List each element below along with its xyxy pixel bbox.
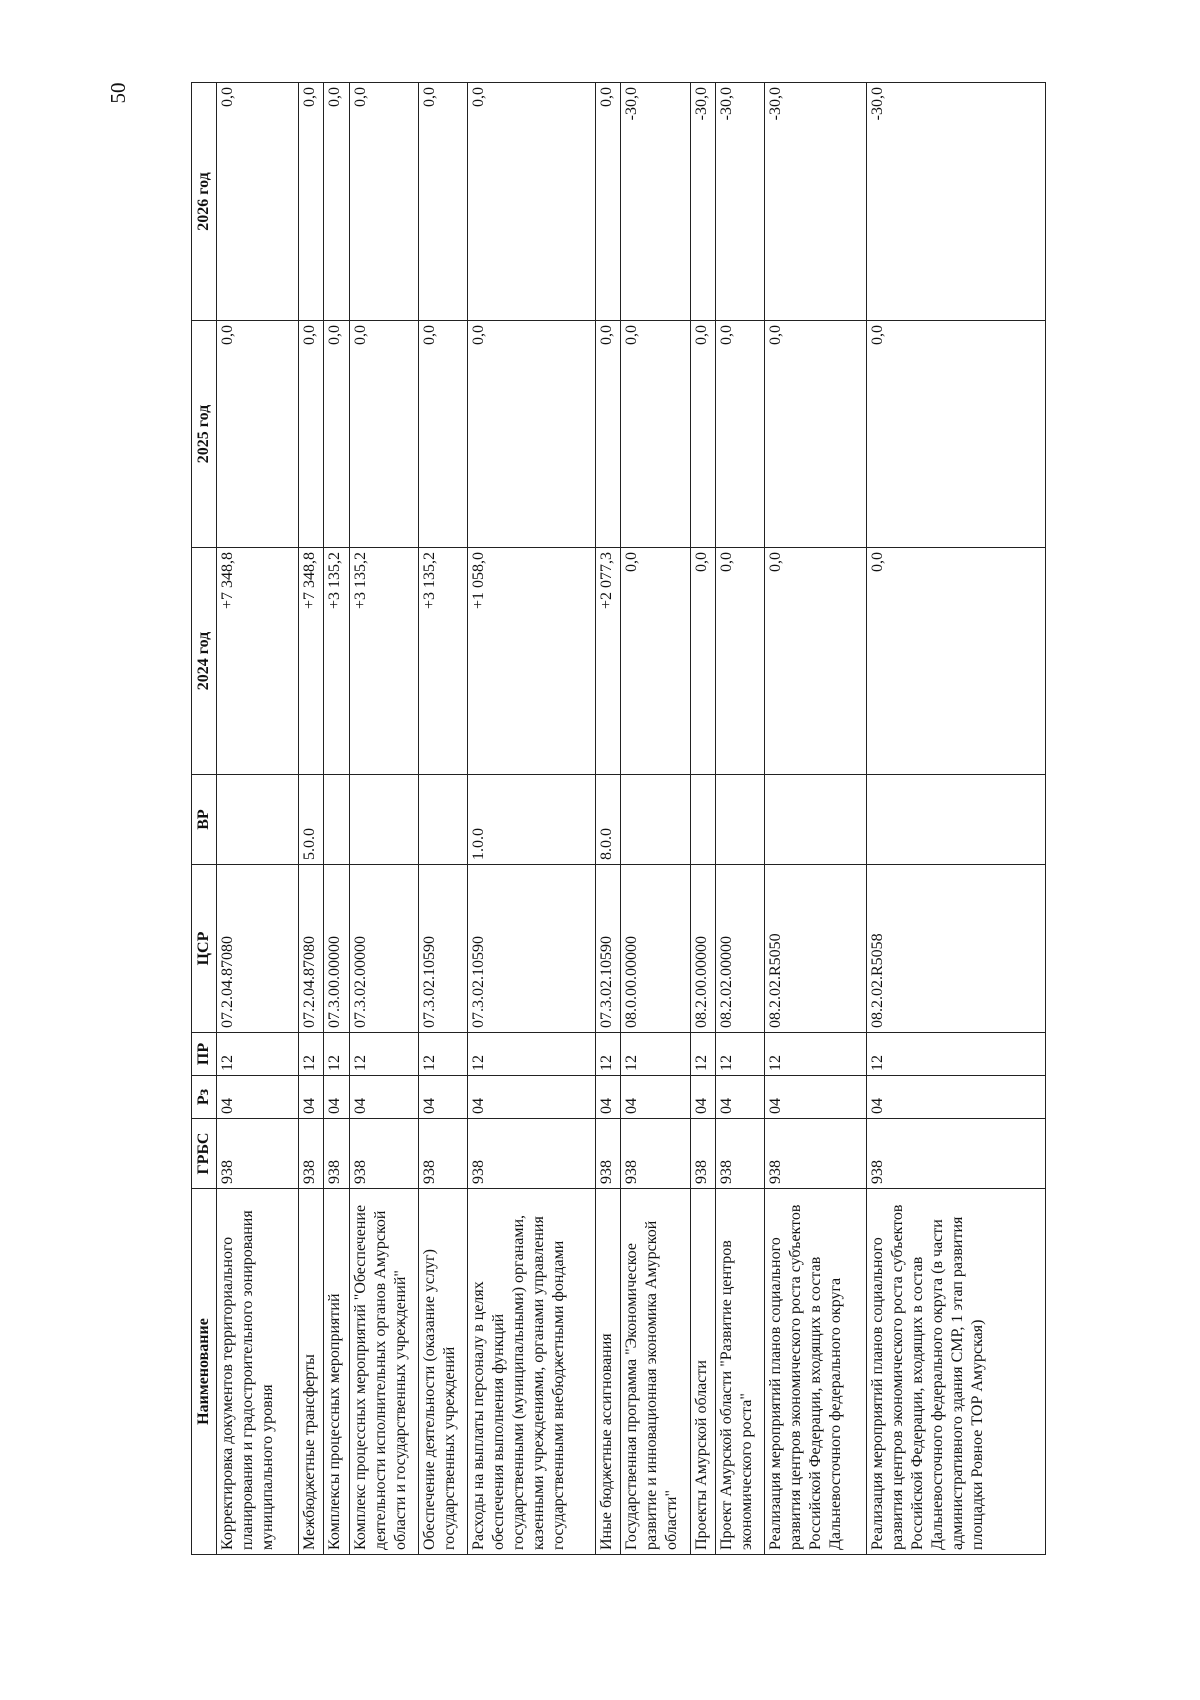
header-name: Наименование — [192, 1189, 217, 1555]
cell-grbs: 938 — [468, 1119, 596, 1189]
cell-2026: -30,0 — [867, 83, 1046, 321]
cell-name: Корректировка документов территориального планирования и градостроительного зонирования муниципального уровня — [217, 1189, 299, 1555]
cell-rz: 04 — [621, 1076, 690, 1119]
cell-2026: -30,0 — [621, 83, 690, 321]
cell-2026: 0,0 — [595, 83, 621, 321]
cell-pr: 12 — [765, 1033, 867, 1076]
cell-2024: +1 058,0 — [468, 548, 596, 775]
cell-2024: +3 135,2 — [324, 548, 350, 775]
cell-rz: 04 — [468, 1076, 596, 1119]
cell-csr: 08.0.00.00000 — [621, 865, 690, 1033]
cell-2024: 0,0 — [765, 548, 867, 775]
cell-rz: 04 — [595, 1076, 621, 1119]
cell-rz: 04 — [324, 1076, 350, 1119]
table-row — [621, 83, 690, 1555]
cell-2024: +2 077,3 — [595, 548, 621, 775]
cell-vr — [217, 775, 299, 865]
cell-csr: 07.3.02.10590 — [595, 865, 621, 1033]
cell-2025: 0,0 — [765, 321, 867, 548]
cell-pr: 12 — [349, 1033, 418, 1076]
cell-2026: 0,0 — [468, 83, 596, 321]
cell-csr: 08.2.02.R5058 — [867, 865, 1046, 1033]
cell-vr — [621, 775, 690, 865]
cell-csr: 07.2.04.87080 — [298, 865, 324, 1033]
header-2026: 2026 год — [192, 83, 217, 321]
cell-vr — [867, 775, 1046, 865]
cell-vr — [349, 775, 418, 865]
cell-pr: 12 — [419, 1033, 468, 1076]
cell-pr: 12 — [595, 1033, 621, 1076]
cell-name: Иные бюджетные ассигнования — [595, 1189, 621, 1555]
cell-rz: 04 — [298, 1076, 324, 1119]
table-row — [298, 83, 324, 1555]
table-row — [595, 83, 621, 1555]
cell-name: Реализация мероприятий планов социального развития центров экономического роста субъектов Российской Федерации, входящих в состав Дальневосточного федерального округа — [765, 1189, 867, 1555]
cell-vr — [690, 775, 716, 865]
cell-2025: 0,0 — [419, 321, 468, 548]
cell-2026: 0,0 — [349, 83, 418, 321]
cell-csr: 07.3.02.00000 — [349, 865, 418, 1033]
table-row — [349, 83, 418, 1555]
budget-table — [191, 82, 1046, 1555]
cell-2026: -30,0 — [765, 83, 867, 321]
cell-pr: 12 — [324, 1033, 350, 1076]
cell-vr — [324, 775, 350, 865]
cell-grbs: 938 — [324, 1119, 350, 1189]
header-grbs: ГРБС — [192, 1119, 217, 1189]
cell-grbs: 938 — [765, 1119, 867, 1189]
cell-rz: 04 — [217, 1076, 299, 1119]
header-2024: 2024 год — [192, 548, 217, 775]
cell-2024: 0,0 — [690, 548, 716, 775]
table-header-row — [192, 83, 217, 1555]
cell-vr: 8.0.0 — [595, 775, 621, 865]
header-vr: ВР — [192, 775, 217, 865]
cell-name: Расходы на выплаты персоналу в целях обеспечения выполнения функций государственными (муниципальными) органами, казенными учреждениями, органами управления государственными внебюджетными фондами — [468, 1189, 596, 1555]
cell-pr: 12 — [690, 1033, 716, 1076]
table-row — [217, 83, 299, 1555]
cell-grbs: 938 — [298, 1119, 324, 1189]
cell-rz: 04 — [690, 1076, 716, 1119]
cell-2025: 0,0 — [324, 321, 350, 548]
table-row — [716, 83, 765, 1555]
cell-2025: 0,0 — [298, 321, 324, 548]
cell-2024: +3 135,2 — [419, 548, 468, 775]
cell-vr: 5.0.0 — [298, 775, 324, 865]
page-number: 50 — [106, 82, 130, 104]
cell-name: Реализация мероприятий планов социального развития центров экономического роста субъектов Российской Федерации, входящих в состав Дальневосточного федерального округа (в части административного здания СМР, 1 этап развития площадки Ровное ТОР Амурская) — [867, 1189, 1046, 1555]
cell-grbs: 938 — [419, 1119, 468, 1189]
cell-2025: 0,0 — [349, 321, 418, 548]
table-row — [867, 83, 1046, 1555]
cell-name: Государственная программа "Экономическое развитие и инновационная экономика Амурской области" — [621, 1189, 690, 1555]
cell-2024: +7 348,8 — [298, 548, 324, 775]
cell-grbs: 938 — [621, 1119, 690, 1189]
header-csr: ЦСР — [192, 865, 217, 1033]
cell-csr: 08.2.02.R5050 — [765, 865, 867, 1033]
cell-2024: +3 135,2 — [349, 548, 418, 775]
cell-name: Обеспечение деятельности (оказание услуг) государственных учреждений — [419, 1189, 468, 1555]
cell-pr: 12 — [716, 1033, 765, 1076]
cell-2024: +7 348,8 — [217, 548, 299, 775]
cell-2025: 0,0 — [621, 321, 690, 548]
cell-pr: 12 — [298, 1033, 324, 1076]
cell-2025: 0,0 — [595, 321, 621, 548]
cell-csr: 07.2.04.87080 — [217, 865, 299, 1033]
cell-grbs: 938 — [595, 1119, 621, 1189]
cell-rz: 04 — [349, 1076, 418, 1119]
table-row — [324, 83, 350, 1555]
cell-name: Проект Амурской области "Развитие центров экономического роста" — [716, 1189, 765, 1555]
cell-2026: -30,0 — [716, 83, 765, 321]
cell-2026: 0,0 — [419, 83, 468, 321]
cell-name: Межбюджетные трансферты — [298, 1189, 324, 1555]
cell-2026: 0,0 — [298, 83, 324, 321]
cell-2025: 0,0 — [716, 321, 765, 548]
table-row — [419, 83, 468, 1555]
cell-vr — [716, 775, 765, 865]
header-pr: ПР — [192, 1033, 217, 1076]
cell-csr: 08.2.00.00000 — [690, 865, 716, 1033]
cell-name: Комплекс процессных мероприятий "Обеспечение деятельности исполнительных органов Амурской области и государственных учреждений" — [349, 1189, 418, 1555]
cell-rz: 04 — [867, 1076, 1046, 1119]
cell-csr: 07.3.00.00000 — [324, 865, 350, 1033]
cell-csr: 07.3.02.10590 — [468, 865, 596, 1033]
cell-2025: 0,0 — [690, 321, 716, 548]
table-row — [765, 83, 867, 1555]
cell-grbs: 938 — [867, 1119, 1046, 1189]
header-rz: Рз — [192, 1076, 217, 1119]
cell-2024: 0,0 — [867, 548, 1046, 775]
cell-2026: 0,0 — [324, 83, 350, 321]
cell-rz: 04 — [419, 1076, 468, 1119]
cell-rz: 04 — [765, 1076, 867, 1119]
cell-2025: 0,0 — [867, 321, 1046, 548]
rotated-table-wrapper — [191, 83, 1046, 1555]
cell-vr — [419, 775, 468, 865]
cell-name: Проекты Амурской области — [690, 1189, 716, 1555]
header-2025: 2025 год — [192, 321, 217, 548]
cell-grbs: 938 — [716, 1119, 765, 1189]
cell-vr — [765, 775, 867, 865]
cell-2024: 0,0 — [621, 548, 690, 775]
cell-vr: 1.0.0 — [468, 775, 596, 865]
cell-pr: 12 — [621, 1033, 690, 1076]
cell-2026: 0,0 — [217, 83, 299, 321]
cell-grbs: 938 — [349, 1119, 418, 1189]
table-row — [690, 83, 716, 1555]
cell-csr: 07.3.02.10590 — [419, 865, 468, 1033]
cell-pr: 12 — [217, 1033, 299, 1076]
cell-grbs: 938 — [690, 1119, 716, 1189]
cell-name: Комплексы процессных мероприятий — [324, 1189, 350, 1555]
cell-pr: 12 — [867, 1033, 1046, 1076]
cell-rz: 04 — [716, 1076, 765, 1119]
cell-pr: 12 — [468, 1033, 596, 1076]
cell-2024: 0,0 — [716, 548, 765, 775]
cell-csr: 08.2.02.00000 — [716, 865, 765, 1033]
table-row — [468, 83, 596, 1555]
cell-2025: 0,0 — [468, 321, 596, 548]
cell-2026: -30,0 — [690, 83, 716, 321]
cell-grbs: 938 — [217, 1119, 299, 1189]
cell-2025: 0,0 — [217, 321, 299, 548]
